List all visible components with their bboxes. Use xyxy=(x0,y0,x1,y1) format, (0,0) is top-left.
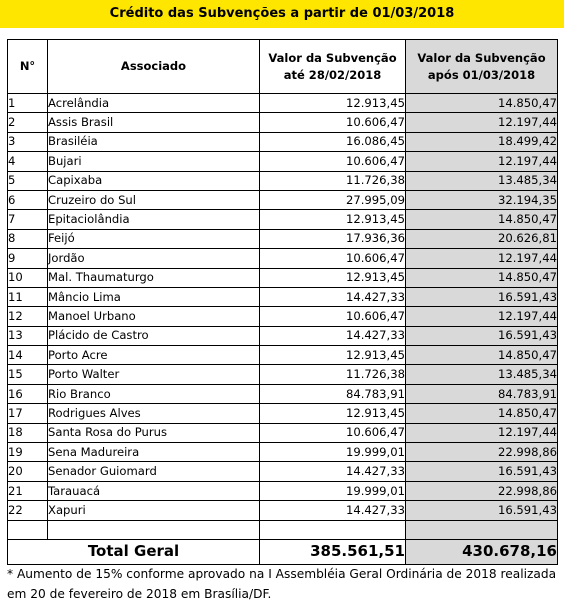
row-associado: Porto Acre xyxy=(48,346,260,365)
row-valor-depois: 16.591,43 xyxy=(406,326,558,345)
row-number: 5 xyxy=(8,171,48,190)
table-row xyxy=(8,132,558,151)
row-number: 19 xyxy=(8,443,48,462)
row-number: 2 xyxy=(8,113,48,132)
row-number: 15 xyxy=(8,365,48,384)
row-valor-antes: 84.783,91 xyxy=(260,384,406,403)
row-associado: Mal. Thaumaturgo xyxy=(48,268,260,287)
row-valor-depois: 14.850,47 xyxy=(406,94,558,113)
row-associado: Plácido de Castro xyxy=(48,326,260,345)
row-associado: Epitaciolândia xyxy=(48,210,260,229)
row-valor-depois: 14.850,47 xyxy=(406,268,558,287)
row-associado: Cruzeiro do Sul xyxy=(48,190,260,209)
table-row xyxy=(8,94,558,113)
row-valor-depois: 20.626,81 xyxy=(406,229,558,248)
row-valor-antes: 10.606,47 xyxy=(260,249,406,268)
row-number: 18 xyxy=(8,423,48,442)
row-valor-antes: 19.999,01 xyxy=(260,443,406,462)
row-associado: Rodrigues Alves xyxy=(48,404,260,423)
total-after: 430.678,16 xyxy=(406,539,558,564)
row-associado: Jordão xyxy=(48,249,260,268)
row-associado: Porto Walter xyxy=(48,365,260,384)
row-valor-antes: 12.913,45 xyxy=(260,268,406,287)
row-valor-antes: 12.913,45 xyxy=(260,94,406,113)
table-row xyxy=(8,190,558,209)
table-body xyxy=(8,94,558,565)
row-valor-depois: 18.499,42 xyxy=(406,132,558,151)
blank-row xyxy=(8,520,558,539)
row-number: 8 xyxy=(8,229,48,248)
row-number: 14 xyxy=(8,346,48,365)
row-valor-depois: 22.998,86 xyxy=(406,443,558,462)
row-associado: Capixaba xyxy=(48,171,260,190)
row-number: 17 xyxy=(8,404,48,423)
row-number: 4 xyxy=(8,152,48,171)
row-number: 6 xyxy=(8,190,48,209)
row-valor-depois: 16.591,43 xyxy=(406,287,558,306)
row-valor-depois: 12.197,44 xyxy=(406,423,558,442)
row-valor-antes: 11.726,38 xyxy=(260,365,406,384)
row-associado: Brasiléia xyxy=(48,132,260,151)
table-row xyxy=(8,229,558,248)
subsidy-table xyxy=(7,39,558,565)
table-row xyxy=(8,210,558,229)
row-valor-depois: 13.485,34 xyxy=(406,171,558,190)
table-row xyxy=(8,326,558,345)
row-valor-depois: 14.850,47 xyxy=(406,404,558,423)
table-row xyxy=(8,346,558,365)
row-associado: Rio Branco xyxy=(48,384,260,403)
table-row xyxy=(8,307,558,326)
header-valor-depois-line1: Valor da Subvenção xyxy=(417,50,546,65)
row-valor-depois: 12.197,44 xyxy=(406,152,558,171)
row-number: 22 xyxy=(8,501,48,520)
row-number: 16 xyxy=(8,384,48,403)
row-valor-depois: 32.194,35 xyxy=(406,190,558,209)
header-valor-depois-line2: após 01/03/2018 xyxy=(427,67,536,82)
row-number: 7 xyxy=(8,210,48,229)
row-valor-depois: 12.197,44 xyxy=(406,249,558,268)
header-num: N° xyxy=(8,40,48,94)
row-associado: Acrelândia xyxy=(48,94,260,113)
table-row xyxy=(8,384,558,403)
row-number: 13 xyxy=(8,326,48,345)
row-valor-depois: 22.998,86 xyxy=(406,481,558,500)
row-associado: Bujari xyxy=(48,152,260,171)
row-valor-antes: 10.606,47 xyxy=(260,307,406,326)
row-valor-antes: 14.427,33 xyxy=(260,326,406,345)
header-row xyxy=(8,40,558,94)
row-valor-antes: 19.999,01 xyxy=(260,481,406,500)
header-valor-antes-line2: até 28/02/2018 xyxy=(283,67,382,82)
row-valor-antes: 12.913,45 xyxy=(260,404,406,423)
total-row xyxy=(8,539,558,564)
row-valor-antes: 10.606,47 xyxy=(260,152,406,171)
row-associado: Manoel Urbano xyxy=(48,307,260,326)
table-row xyxy=(8,404,558,423)
header-valor-antes-line1: Valor da Subvenção xyxy=(268,50,397,65)
table-row xyxy=(8,481,558,500)
header-valor-depois xyxy=(406,40,558,94)
row-associado: Assis Brasil xyxy=(48,113,260,132)
row-valor-antes: 14.427,33 xyxy=(260,287,406,306)
row-number: 1 xyxy=(8,94,48,113)
row-valor-antes: 14.427,33 xyxy=(260,462,406,481)
table-row xyxy=(8,287,558,306)
table-row xyxy=(8,365,558,384)
table-row xyxy=(8,501,558,520)
row-valor-antes: 12.913,45 xyxy=(260,346,406,365)
row-valor-depois: 13.485,34 xyxy=(406,365,558,384)
row-valor-depois: 84.783,91 xyxy=(406,384,558,403)
total-label: Total Geral xyxy=(8,539,260,564)
header-valor-antes xyxy=(260,40,406,94)
row-associado: Feijó xyxy=(48,229,260,248)
row-number: 21 xyxy=(8,481,48,500)
table-row xyxy=(8,423,558,442)
row-valor-depois: 14.850,47 xyxy=(406,210,558,229)
table-row xyxy=(8,462,558,481)
row-associado: Xapuri xyxy=(48,501,260,520)
header-associado: Associado xyxy=(48,40,260,94)
total-before: 385.561,51 xyxy=(260,539,406,564)
table-row xyxy=(8,113,558,132)
row-valor-antes: 10.606,47 xyxy=(260,423,406,442)
table-row xyxy=(8,268,558,287)
row-valor-depois: 12.197,44 xyxy=(406,113,558,132)
banner-title: Crédito das Subvenções a partir de 01/03/2018 xyxy=(0,0,564,28)
row-valor-antes: 10.606,47 xyxy=(260,113,406,132)
row-valor-antes: 16.086,45 xyxy=(260,132,406,151)
row-associado: Tarauacá xyxy=(48,481,260,500)
row-associado: Santa Rosa do Purus xyxy=(48,423,260,442)
row-number: 12 xyxy=(8,307,48,326)
row-associado: Mâncio Lima xyxy=(48,287,260,306)
table-row xyxy=(8,249,558,268)
row-valor-antes: 17.936,36 xyxy=(260,229,406,248)
row-number: 11 xyxy=(8,287,48,306)
row-number: 10 xyxy=(8,268,48,287)
row-valor-antes: 11.726,38 xyxy=(260,171,406,190)
footnote: * Aumento de 15% conforme aprovado na I Assembléia Geral Ordinária de 2018 realizada em 20 de fevereiro de 2018 em Brasília/DF. xyxy=(7,567,557,601)
row-valor-depois: 12.197,44 xyxy=(406,307,558,326)
row-number: 20 xyxy=(8,462,48,481)
row-valor-depois: 16.591,43 xyxy=(406,462,558,481)
row-valor-antes: 12.913,45 xyxy=(260,210,406,229)
table-row xyxy=(8,171,558,190)
row-valor-depois: 14.850,47 xyxy=(406,346,558,365)
row-number: 9 xyxy=(8,249,48,268)
row-valor-depois: 16.591,43 xyxy=(406,501,558,520)
table-row xyxy=(8,443,558,462)
row-number: 3 xyxy=(8,132,48,151)
row-valor-antes: 14.427,33 xyxy=(260,501,406,520)
row-valor-antes: 27.995,09 xyxy=(260,190,406,209)
table-row xyxy=(8,152,558,171)
row-associado: Senador Guiomard xyxy=(48,462,260,481)
row-associado: Sena Madureira xyxy=(48,443,260,462)
